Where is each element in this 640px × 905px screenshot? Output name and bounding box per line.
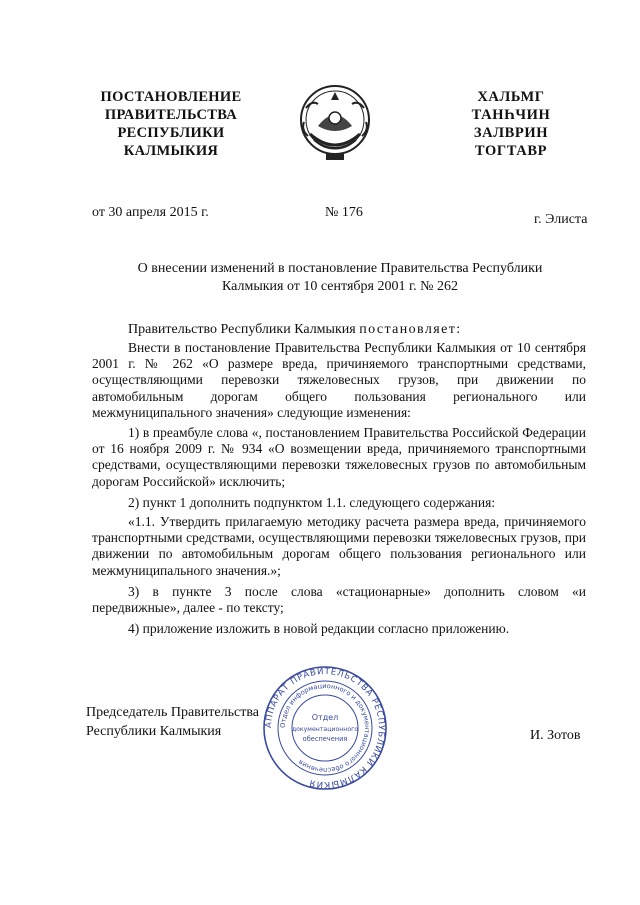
stamp-outer-text: АППАРАТ ПРАВИТЕЛЬСТВА РЕСПУБЛИКИ КАЛМЫКИЯ	[263, 666, 387, 790]
paragraph-item-4: 4) приложение изложить в новой редакции согласно приложению.	[128, 621, 510, 636]
preamble-verb: постановляет:	[359, 322, 462, 337]
coat-of-arms-emblem-icon	[296, 78, 374, 166]
paragraph-item-3: 3) в пункте 3 после слова «стационарные» дополнить словом «и передвижные», далее - по тексту;	[92, 584, 586, 616]
document-date: от 30 апреля 2015 г.	[92, 205, 209, 220]
paragraph-intro: Внести в постановление Правительства Республики Калмыкия от 10 сентября 2001 г. № 262 «О размере вреда, причиняемого транспортными средствами, осуществляющими перевозки тяжеловесных грузов, при движении по автомобильным дорогам общего пользования регионального или межмуниципального значения» следующие изменения:	[92, 340, 586, 420]
header-left-title	[96, 88, 246, 160]
header-right-title	[452, 88, 570, 160]
document-number: № 176	[325, 205, 363, 220]
document-subject	[120, 260, 560, 296]
header-right-line: ЗАЛВРИН	[473, 125, 549, 141]
stamp-inner-text: Отдел информационного и документационного обеспечения	[278, 681, 372, 775]
subject-line: О внесении изменений в постановление Правительства Республики	[137, 261, 543, 276]
header-right-line: ХАЛЬМГ	[477, 89, 545, 105]
paragraph-item-2-quote: «1.1. Утвердить прилагаемую методику расчета размера вреда, причиняемого транспортными средствами, осуществляющими перевозки тяжеловесных грузов, при движении по автомобильным дорогам общего пользования регионального или межмуниципального значения.»;	[92, 514, 586, 578]
subject-line: Калмыкия от 10 сентября 2001 г. № 262	[222, 279, 458, 294]
signatory-position-line: Председатель Правительства	[86, 705, 259, 720]
header-left-line: ПОСТАНОВЛЕНИЕ	[100, 89, 242, 105]
stamp-center-line: Отдел	[311, 713, 339, 722]
stamp-center-line: обеспечения	[302, 735, 348, 743]
header-left-line: КАЛМЫКИЯ	[123, 143, 219, 159]
document-city: г. Элиста	[534, 212, 588, 227]
preamble-start: Правительство Республики Калмыкия	[128, 322, 356, 337]
header-right-line: ТАНҺЧИН	[471, 107, 551, 123]
official-stamp-seal	[262, 665, 388, 791]
signatory-name: И. Зотов	[530, 728, 581, 743]
header-left-line: РЕСПУБЛИКИ	[117, 125, 225, 141]
stamp-center-line: документационного	[291, 726, 359, 733]
signatory-position-line: Республики Калмыкия	[86, 724, 222, 739]
signatory-position	[86, 703, 259, 741]
preamble	[128, 322, 462, 338]
paragraph-item-1: 1) в преамбуле слова «, постановлением Правительства Российской Федерации от 16 ноября 2009 г. № 934 «О возмещении вреда, причиняемого транспортными средствами, осуществляющими перевозки тяжеловесных грузов по автомобильным дорогам Российской» исключить;	[92, 425, 586, 489]
paragraph-item-2: 2) пункт 1 дополнить подпунктом 1.1. следующего содержания:	[128, 495, 496, 510]
header-right-line: ТОГТАВР	[474, 143, 548, 159]
header-left-line: ПРАВИТЕЛЬСТВА	[104, 107, 238, 123]
